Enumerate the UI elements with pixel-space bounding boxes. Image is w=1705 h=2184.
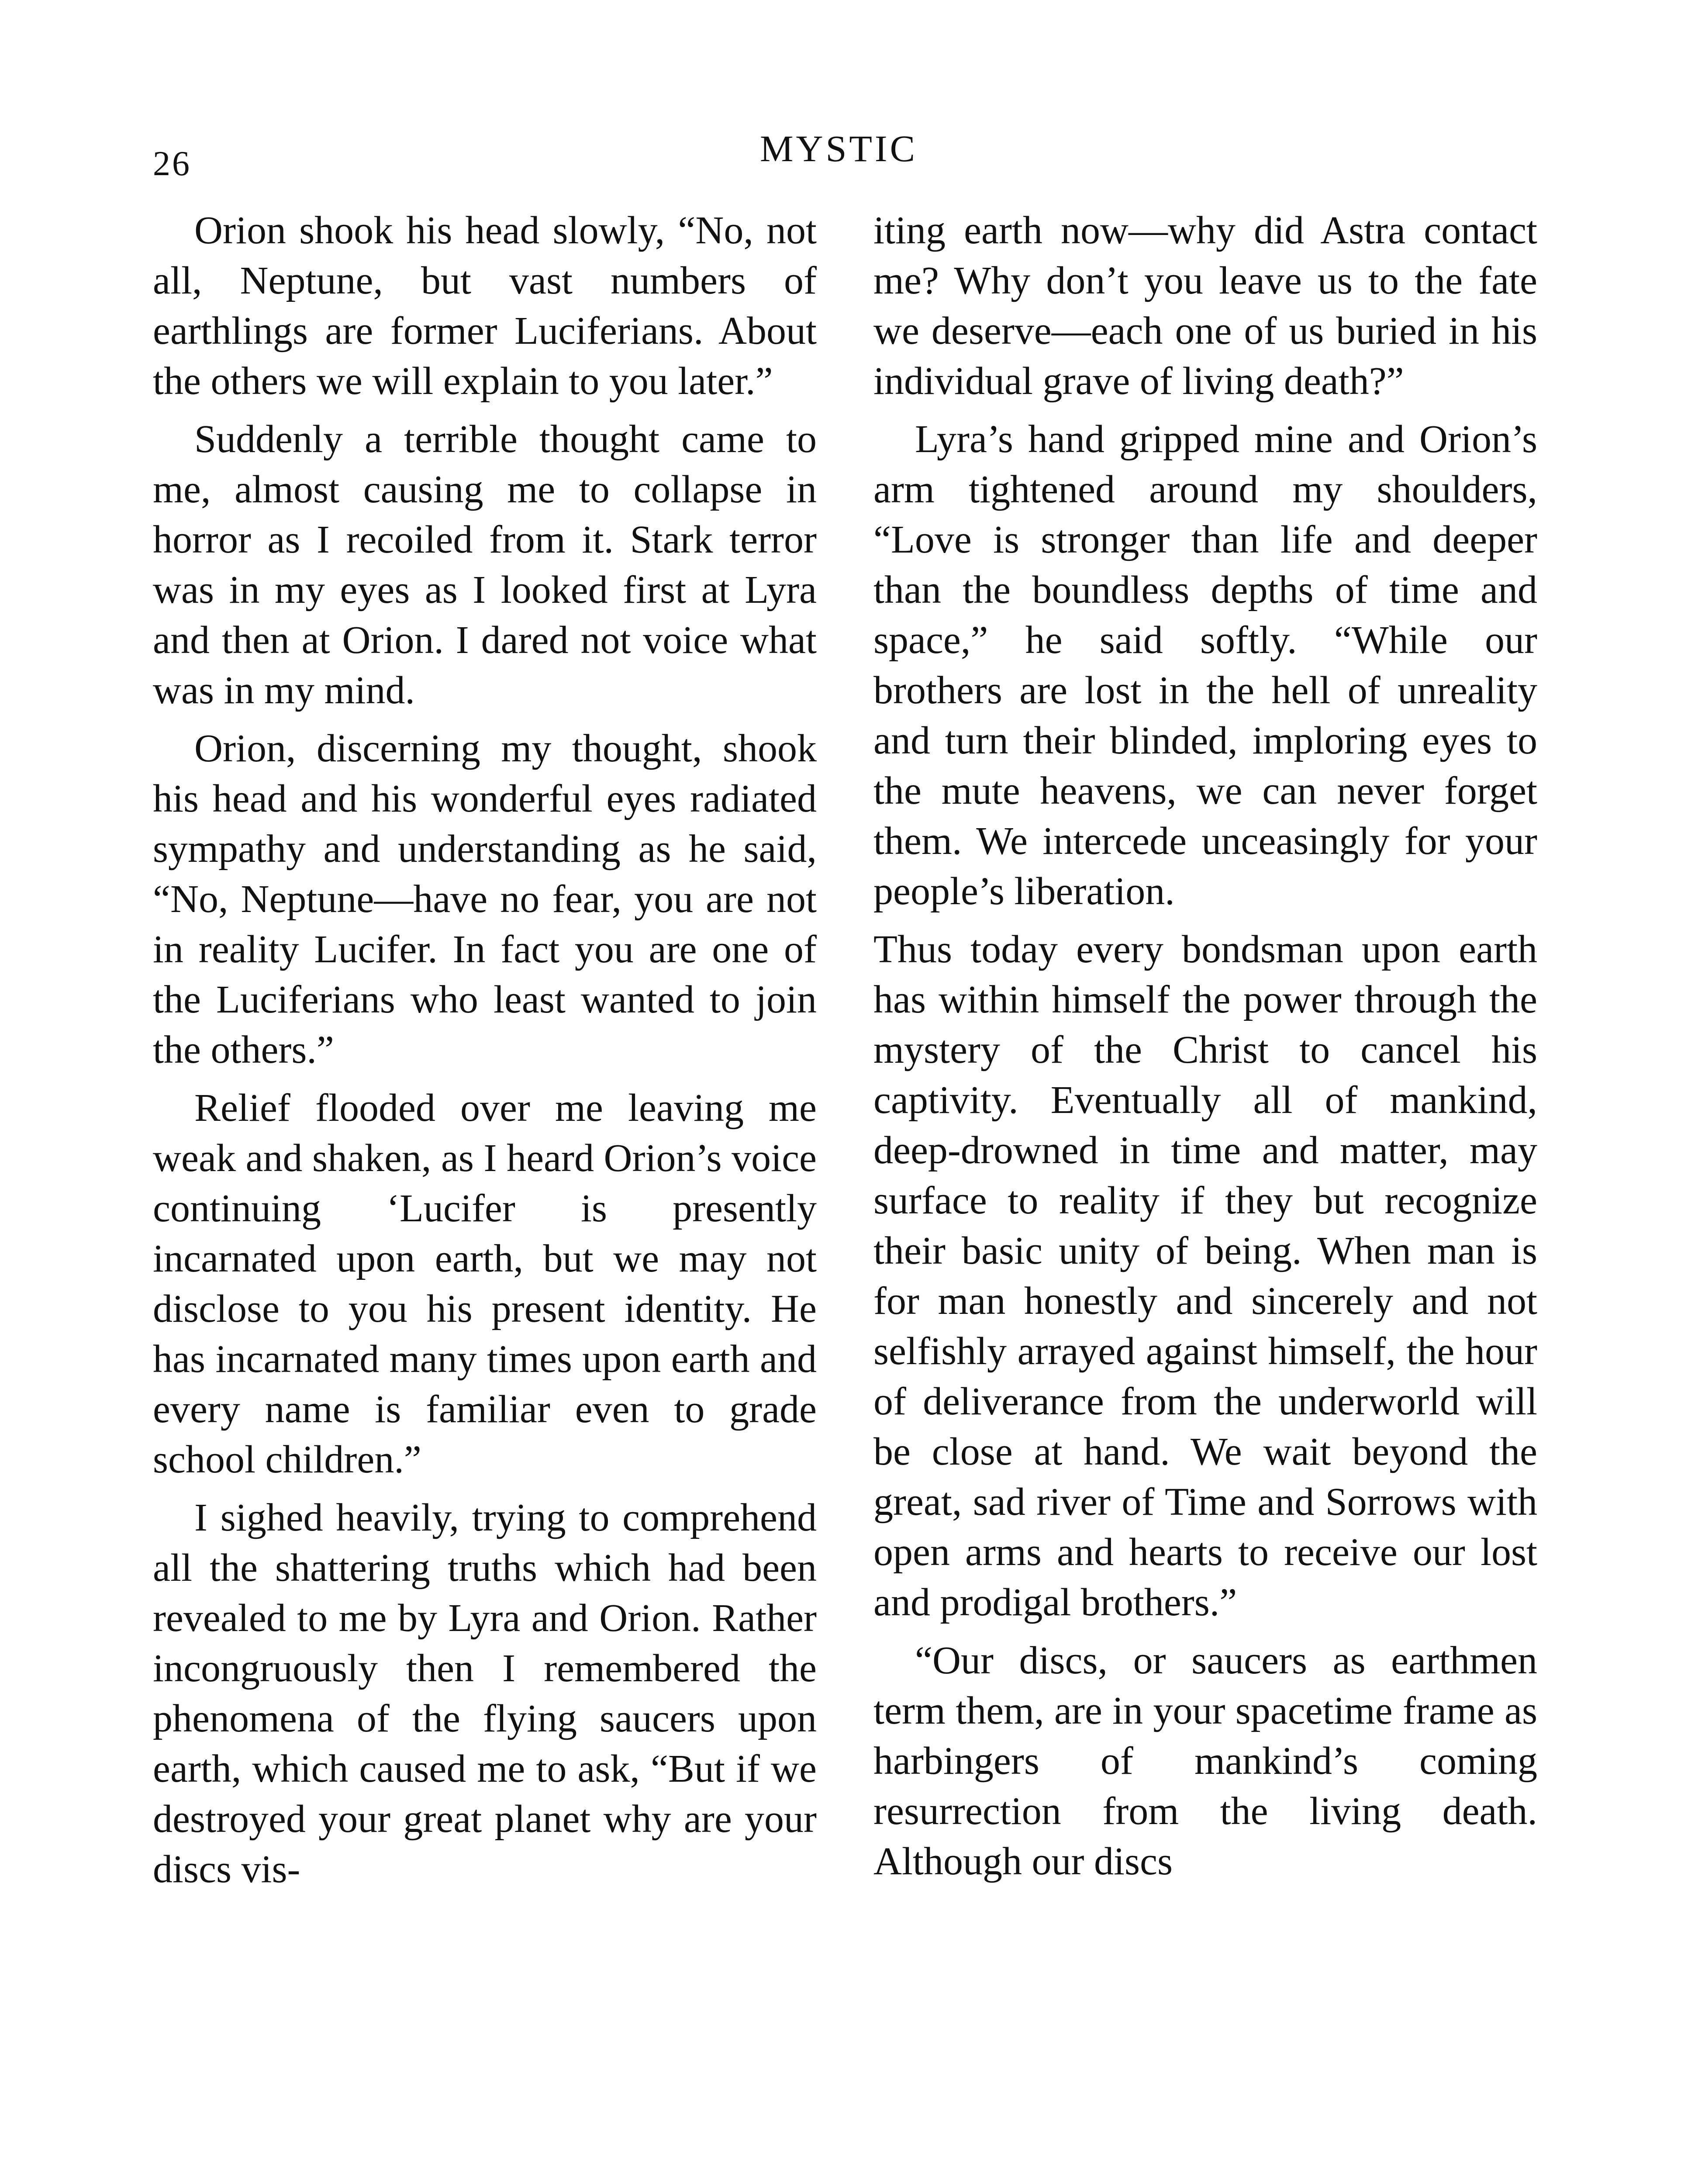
paragraph: Orion shook his head slowly, “No, not all, Neptune, but vast numbers of earthlings are former Luciferians. About the others we will explain to you later.” <box>153 209 817 403</box>
paragraph-continuation: iting earth now—why did Astra contact me? Why don’t you leave us to the fate we deserve—each one of us buried in his individual grave of living death?” <box>873 209 1537 403</box>
paragraph: I sighed heavily, trying to comprehend all the shattering truths which had been revealed to me by Lyra and Orion. Rather incongruously then I remembered the phenomena of the flying saucers upon earth, which caused me to ask, “But if we destroyed your great planet why are your discs vis- <box>153 1496 817 1891</box>
paragraph: Orion, discerning my thought, shook his head and his wonderful eyes radiated sympathy and understanding as he said, “No, Neptune—have no fear, you are not in reality Lucifer. In fact you are one of the Luciferians who least wanted to join the others.” <box>153 727 817 1071</box>
paragraph: Lyra’s hand gripped mine and Orion’s arm tightened around my shoulders, “Love is stronger than life and deeper than the boundless depths of time and space,” he said softly. “While our brothers are lost in the hell of unreality and turn their blinded, imploring eyes to the mute heavens, we can never forget them. We intercede unceasingly for your people’s liberation. <box>873 418 1537 913</box>
paragraph: Relief flooded over me leaving me weak and shaken, as I heard Orion’s voice continuing ‘Lucifer is presently incarnated upon earth, but we may not disclose to you his present identity. He has incarnated many times upon earth and every name is familiar even to grade school children.” <box>153 1086 817 1481</box>
left-column <box>153 205 817 1902</box>
paragraph: Thus today every bondsman upon earth has within himself the power through the mystery of the Christ to cancel his captivity. Eventually all of mankind, deep-drowned in time and matter, may surface to reality if they but recognize their basic unity of being. When man is for man honestly and sincerely and not selfishly arrayed against himself, the hour of deliverance from the underworld will be close at hand. We wait beyond the great, sad river of Time and Sorrows with open arms and hearts to receive our lost and prodigal brothers.” <box>873 928 1537 1624</box>
right-column <box>873 205 1537 1894</box>
paragraph: “Our discs, or saucers as earthmen term them, are in your spacetime frame as harbingers of mankind’s coming resurrection from the living death. Although our discs <box>873 1639 1537 1883</box>
page-number: 26 <box>153 145 191 183</box>
running-title: MYSTIC <box>760 128 918 169</box>
paragraph: Suddenly a terrible thought came to me, almost causing me to collapse in horror as I recoiled from it. Stark terror was in my eyes as I looked first at Lyra and then at Orion. I dared not voice what was in my mind. <box>153 418 817 712</box>
